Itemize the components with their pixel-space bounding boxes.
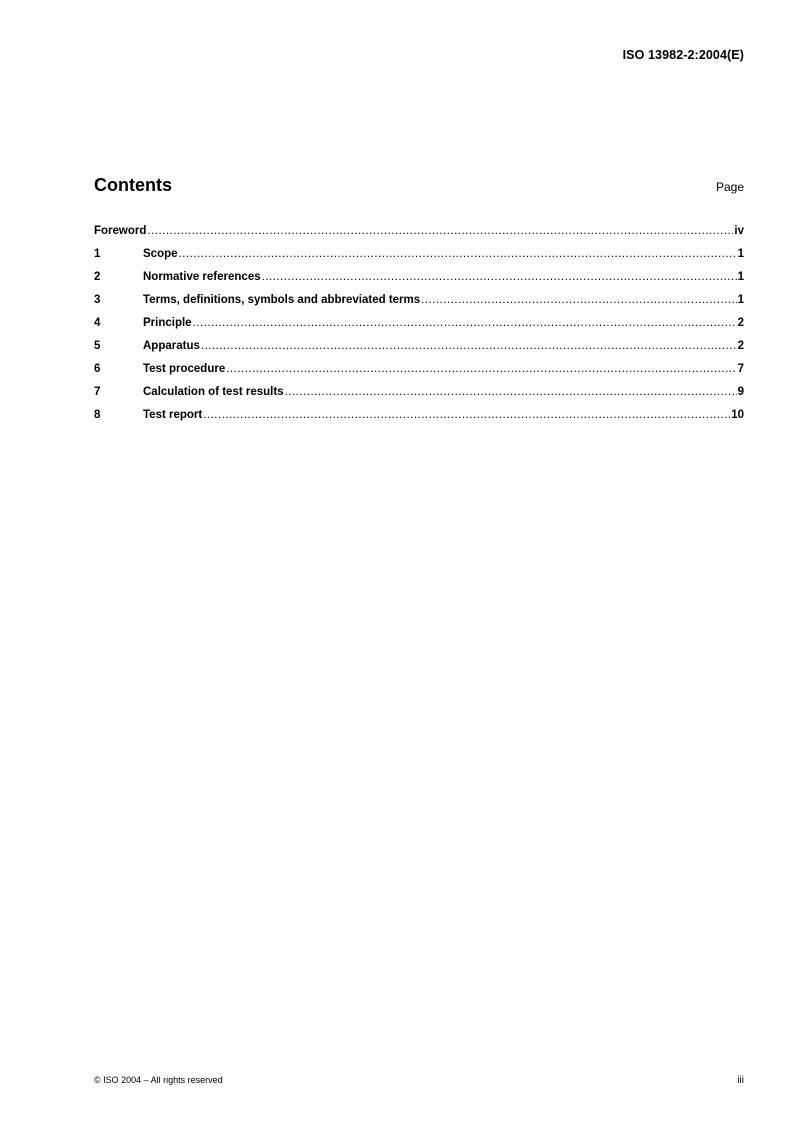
toc-entry-number: 8 [94, 409, 101, 421]
toc-leader-dots [203, 409, 730, 421]
toc-entry-number: 6 [94, 363, 101, 375]
toc-entry-title: Apparatus [143, 340, 200, 352]
table-of-contents [94, 225, 744, 432]
footer-page-number: iii [737, 1075, 744, 1086]
toc-entry-number: 2 [94, 271, 101, 283]
toc-entry-apparatus[interactable] [94, 340, 744, 363]
toc-entry-page: 7 [737, 363, 744, 375]
toc-entry-title: Principle [143, 317, 192, 329]
toc-entry-number: 5 [94, 340, 101, 352]
toc-leader-dots [226, 363, 736, 375]
toc-entry-page: 1 [737, 248, 744, 260]
toc-entry-normative-references[interactable] [94, 271, 744, 294]
toc-leader-dots [201, 340, 737, 352]
toc-entry-test-procedure[interactable] [94, 363, 744, 386]
toc-entry-number: 1 [94, 248, 101, 260]
toc-entry-page: 9 [737, 386, 744, 398]
toc-entry-title: Terms, definitions, symbols and abbreviated terms [143, 294, 421, 306]
toc-entry-principle[interactable] [94, 317, 744, 340]
toc-entry-calculation[interactable] [94, 386, 744, 409]
toc-entry-title: Scope [143, 248, 178, 260]
toc-leader-dots [147, 225, 733, 237]
contents-title: Contents [94, 175, 172, 195]
page-column-label: Page [715, 180, 744, 194]
toc-leader-dots [193, 317, 737, 329]
toc-entry-number: 7 [94, 386, 101, 398]
toc-entry-number: 3 [94, 294, 101, 306]
footer-copyright: © ISO 2004 – All rights reserved [94, 1075, 223, 1085]
toc-entry-page: 1 [737, 271, 744, 283]
contents-header [94, 175, 744, 199]
toc-entry-terms-definitions[interactable] [94, 294, 744, 317]
toc-entry-test-report[interactable] [94, 409, 744, 432]
toc-entry-foreword[interactable] [94, 225, 744, 248]
document-identifier: ISO 13982-2:2004(E) [622, 48, 744, 62]
toc-entry-page: 10 [731, 409, 744, 421]
toc-entry-number: 4 [94, 317, 101, 329]
toc-leader-dots [421, 294, 736, 306]
toc-entry-title: Test procedure [143, 363, 226, 375]
toc-entry-title: Normative references [143, 271, 261, 283]
toc-entry-title: Test report [143, 409, 203, 421]
toc-leader-dots [179, 248, 737, 260]
toc-entry-scope[interactable] [94, 248, 744, 271]
toc-entry-page: iv [734, 225, 744, 237]
toc-entry-page: 2 [737, 317, 744, 329]
toc-leader-dots [285, 386, 737, 398]
toc-leader-dots [262, 271, 737, 283]
toc-entry-title: Calculation of test results [143, 386, 284, 398]
toc-entry-page: 1 [737, 294, 744, 306]
toc-entry-page: 2 [737, 340, 744, 352]
toc-entry-title: Foreword [94, 225, 147, 237]
